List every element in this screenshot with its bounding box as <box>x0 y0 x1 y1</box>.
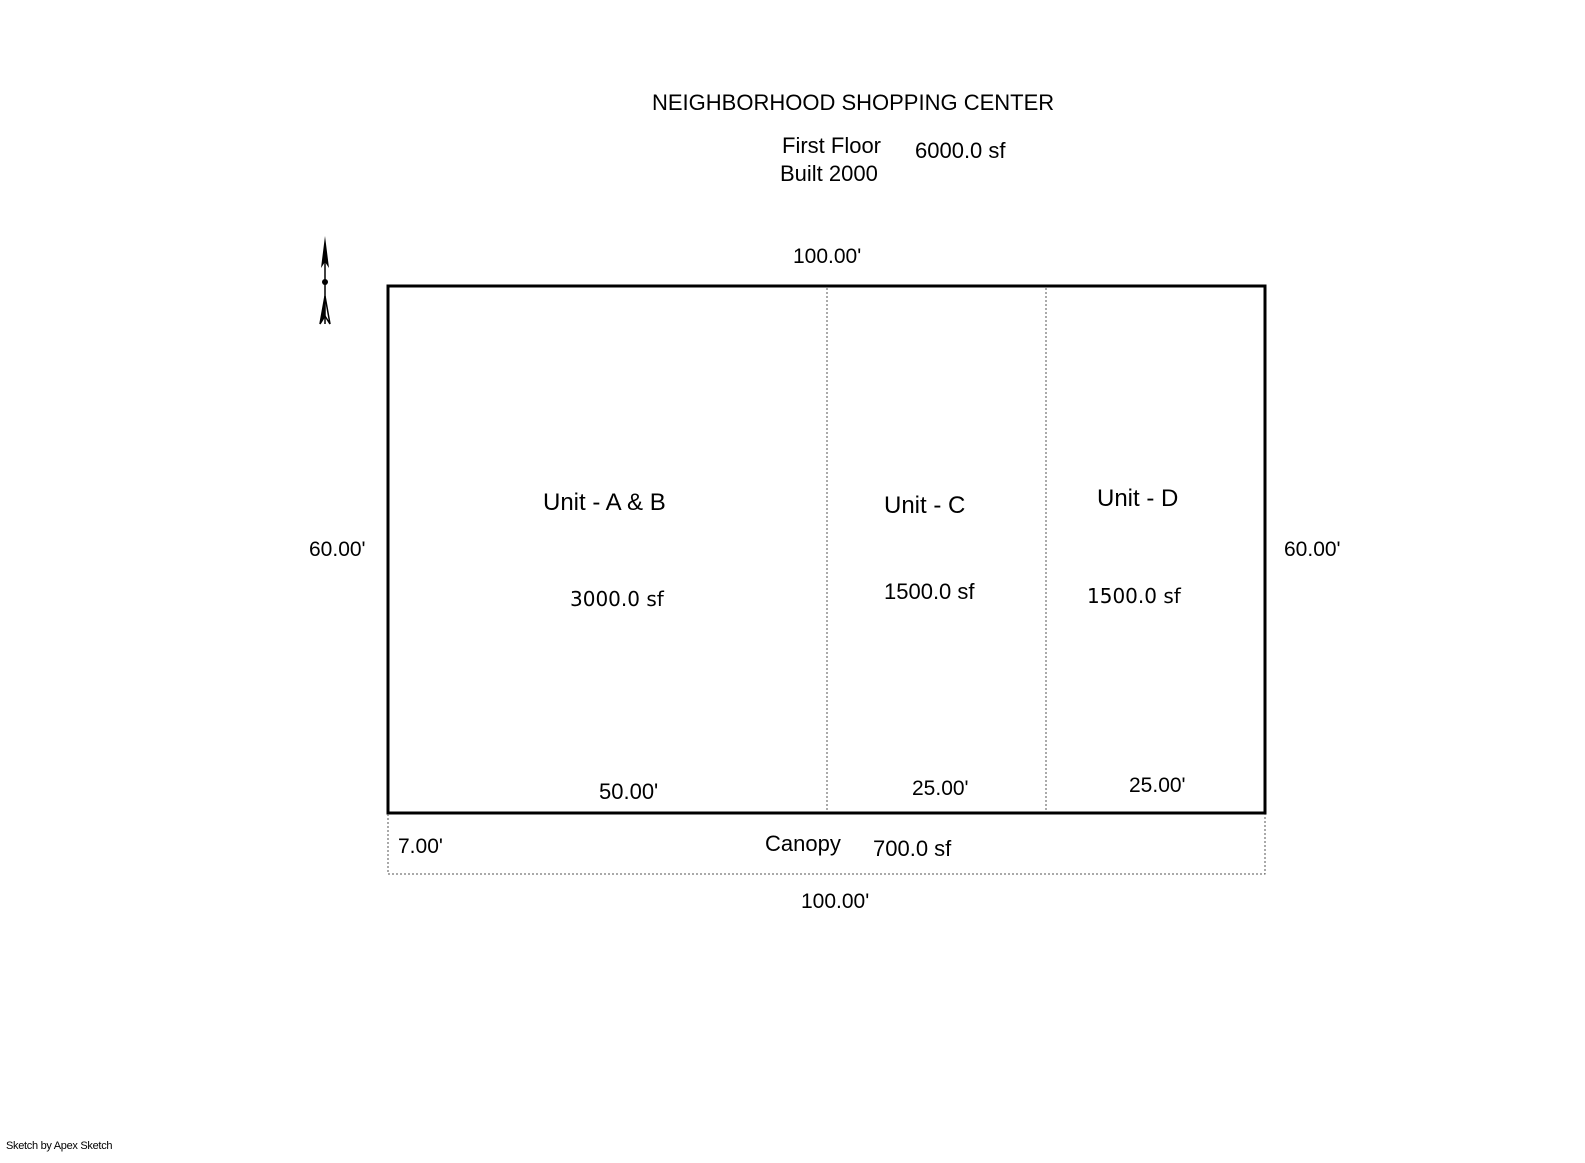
unit-ab-name: Unit - A & B <box>543 489 666 516</box>
floor-label: First Floor <box>782 133 881 158</box>
dimension-top: 100.00' <box>793 245 862 268</box>
dimension-left: 60.00' <box>309 538 366 561</box>
dimension-right: 60.00' <box>1284 538 1341 561</box>
dimension-canopy-width: 100.00' <box>801 890 870 913</box>
unit-ab-area: 3000.0 sf <box>570 587 664 611</box>
canopy-label: Canopy <box>765 831 841 856</box>
footer-credit: Sketch by Apex Sketch <box>6 1140 113 1152</box>
built-label: Built 2000 <box>780 161 878 186</box>
north-arrow-icon <box>320 236 330 324</box>
dimension-bottom-ab: 50.00' <box>599 779 659 804</box>
unit-c-name: Unit - C <box>884 492 966 519</box>
dimension-bottom-d: 25.00' <box>1129 774 1186 797</box>
unit-d-name: Unit - D <box>1097 485 1179 512</box>
unit-c-area: 1500.0 sf <box>884 579 975 604</box>
unit-d-area: 1500.0 sf <box>1087 584 1181 608</box>
page-title: NEIGHBORHOOD SHOPPING CENTER <box>652 90 1055 115</box>
canopy-area: 700.0 sf <box>873 836 952 861</box>
dimension-bottom-c: 25.00' <box>912 777 969 800</box>
dimension-canopy-depth: 7.00' <box>398 835 443 858</box>
floor-area: 6000.0 sf <box>915 138 1006 163</box>
